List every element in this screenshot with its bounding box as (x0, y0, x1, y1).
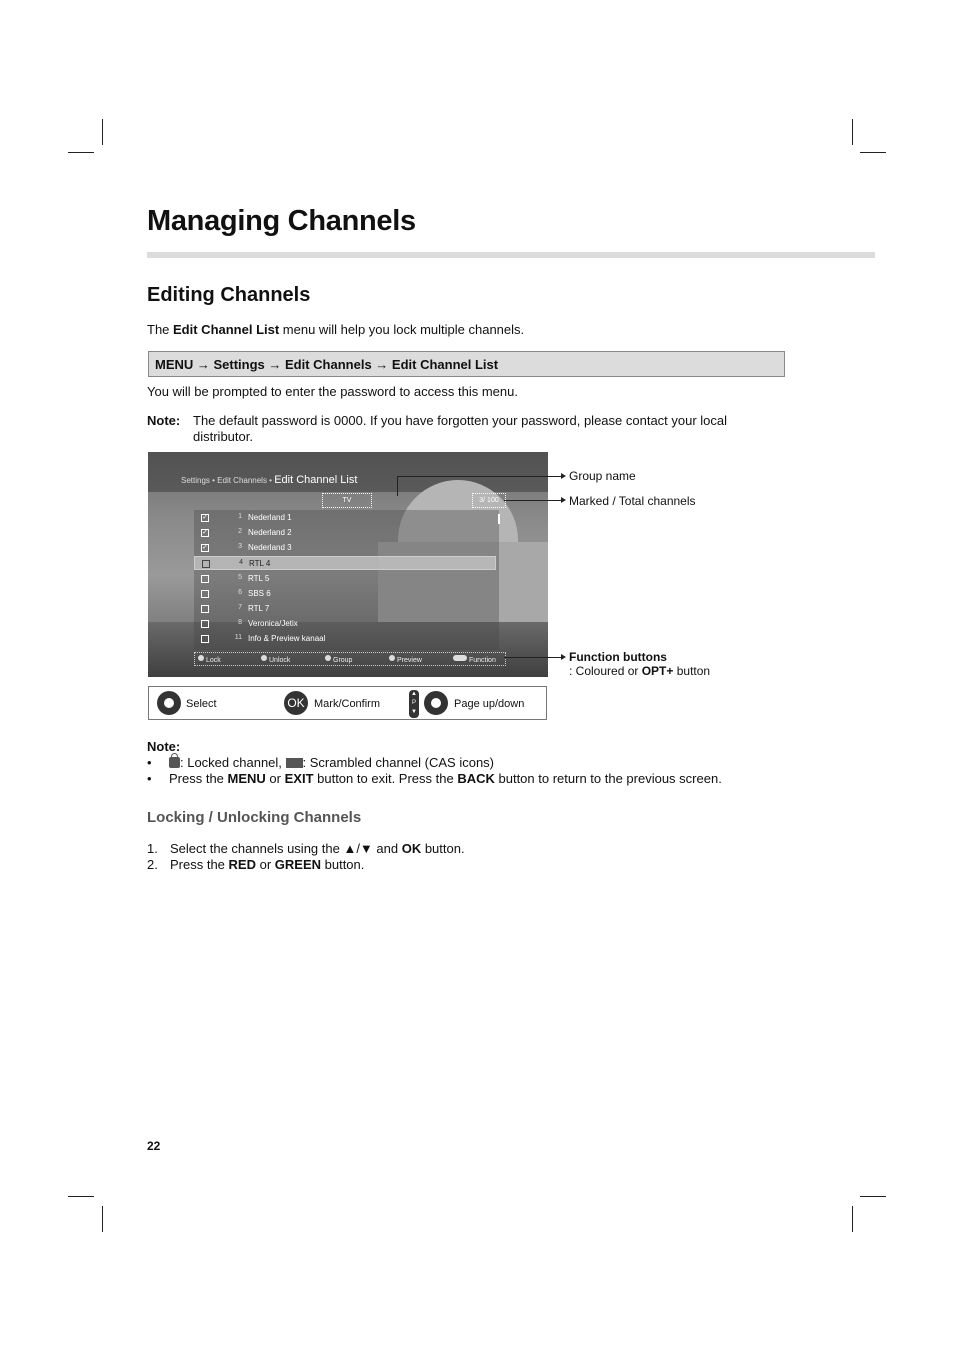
checkbox-icon[interactable] (201, 605, 209, 613)
channel-row[interactable] (194, 617, 496, 631)
channel-name: Veronica/Jetix (248, 619, 298, 628)
preview-function[interactable]: Preview (389, 655, 397, 662)
channel-number: 6 (238, 589, 242, 596)
mark-confirm-label: Mark/Confirm (314, 698, 381, 710)
channel-name: RTL 4 (249, 559, 271, 568)
opt-button-icon (453, 655, 467, 661)
tv-header-band (148, 452, 548, 492)
function-bar (194, 652, 506, 666)
arrow-icon (561, 473, 566, 479)
menu-path: MENU → Settings → Edit Channels → Edit Channel List (155, 357, 499, 372)
list-item: • Press the MENU or EXIT button to exit. Press the BACK button to return to the previous screen. (147, 771, 722, 786)
cas-icon (286, 758, 303, 768)
list-scrollbar[interactable] (498, 514, 500, 524)
intro-paragraph: The Edit Channel List menu will help you lock multiple channels. (147, 322, 525, 337)
channel-number: 7 (238, 604, 242, 611)
channel-row[interactable] (194, 602, 496, 616)
arrow-icon (561, 497, 566, 503)
crop-mark (860, 152, 886, 153)
channel-row[interactable] (194, 572, 496, 586)
checkbox-icon[interactable] (202, 560, 210, 568)
channel-row[interactable] (194, 587, 496, 601)
menu-path-box (148, 351, 785, 377)
checkbox-icon[interactable] (201, 635, 209, 643)
navigation-pad-icon (157, 691, 181, 715)
callout-function-buttons: Function buttons : Coloured or OPT+ button (569, 650, 711, 678)
callout-line (397, 476, 398, 496)
page-button-icon: ▲ P ▼ (409, 690, 419, 718)
crop-mark (852, 119, 853, 145)
channel-number: 5 (238, 574, 242, 581)
lock-function[interactable]: Lock (198, 655, 206, 662)
callout-line (504, 500, 561, 501)
channel-row[interactable] (194, 632, 496, 646)
list-item: 2. Press the RED or GREEN button. (147, 857, 365, 872)
opt-function[interactable]: Function (453, 655, 469, 662)
group-function[interactable]: Group (325, 655, 333, 662)
section-title: Editing Channels (147, 284, 311, 306)
channel-name: Nederland 1 (248, 513, 292, 522)
unlock-function[interactable]: Unlock (261, 655, 269, 662)
tv-breadcrumb: Settings • Edit Channels • Edit Channel List (181, 474, 358, 486)
ok-button-icon: OK (284, 691, 308, 715)
crop-mark (860, 1196, 886, 1197)
channel-number: 1 (238, 513, 242, 520)
channel-number: 2 (238, 528, 242, 535)
channel-row[interactable] (194, 511, 496, 525)
lock-icon (169, 757, 180, 768)
title-rule (147, 252, 875, 258)
crop-mark (68, 1196, 94, 1197)
channel-number: 3 (238, 543, 242, 550)
channel-number: 11 (234, 634, 242, 641)
note-text: The default password is 0000. If you have forgotten your password, please contact your local distributor. (193, 413, 728, 444)
page-number: 22 (147, 1139, 161, 1153)
channel-name: Nederland 2 (248, 528, 292, 537)
channel-row[interactable] (194, 526, 496, 540)
callout-line (397, 476, 561, 477)
checkbox-icon[interactable] (201, 575, 209, 583)
blue-dot-icon (389, 655, 395, 661)
checkbox-icon[interactable] (201, 590, 209, 598)
channel-number: 8 (238, 619, 242, 626)
crop-mark (68, 152, 94, 153)
left-right-pad-icon (424, 691, 448, 715)
channel-name: RTL 7 (248, 604, 270, 613)
channel-list (194, 510, 499, 650)
note-label: Note: (147, 413, 181, 428)
tv-screenshot (148, 452, 548, 677)
crop-mark (102, 119, 103, 145)
callout-group-name: Group name (569, 469, 636, 483)
list-item: 1. Select the channels using the ▲/▼ and OK button. (147, 841, 465, 856)
checkbox-icon[interactable]: ✓ (202, 514, 208, 521)
checkbox-icon[interactable] (201, 620, 209, 628)
channel-name: SBS 6 (248, 589, 271, 598)
yellow-dot-icon (325, 655, 331, 661)
steps-list (147, 841, 465, 873)
subsection-title: Locking / Unlocking Channels (147, 809, 362, 826)
channel-row[interactable] (194, 541, 496, 555)
channel-count-box: 3/ 100 (472, 493, 506, 508)
channel-name: Info & Preview kanaal (248, 634, 326, 643)
checkbox-icon[interactable]: ✓ (202, 529, 208, 536)
page-updown-label: Page up/down (454, 698, 525, 710)
note-label: Note: (147, 739, 181, 754)
page-title: Managing Channels (147, 205, 416, 237)
channel-number: 4 (239, 559, 243, 566)
note-icons (147, 739, 867, 787)
key-legend (148, 686, 547, 720)
channel-name: Nederland 3 (248, 543, 292, 552)
select-label: Select (186, 698, 217, 710)
checkbox-icon[interactable]: ✓ (202, 544, 208, 551)
arrow-icon (561, 654, 566, 660)
callout-line (504, 657, 561, 658)
channel-name: RTL 5 (248, 574, 270, 583)
callout-marked-total: Marked / Total channels (569, 494, 696, 508)
password-prompt: You will be prompted to enter the password to access this menu. (147, 384, 518, 399)
red-dot-icon (198, 655, 204, 661)
list-item: • : Locked channel, : Scrambled channel (CAS icons) (147, 755, 495, 770)
group-name-box: TV (322, 493, 372, 508)
green-dot-icon (261, 655, 267, 661)
crop-mark (852, 1206, 853, 1232)
crop-mark (102, 1206, 103, 1232)
channel-row-selected[interactable] (194, 556, 496, 570)
